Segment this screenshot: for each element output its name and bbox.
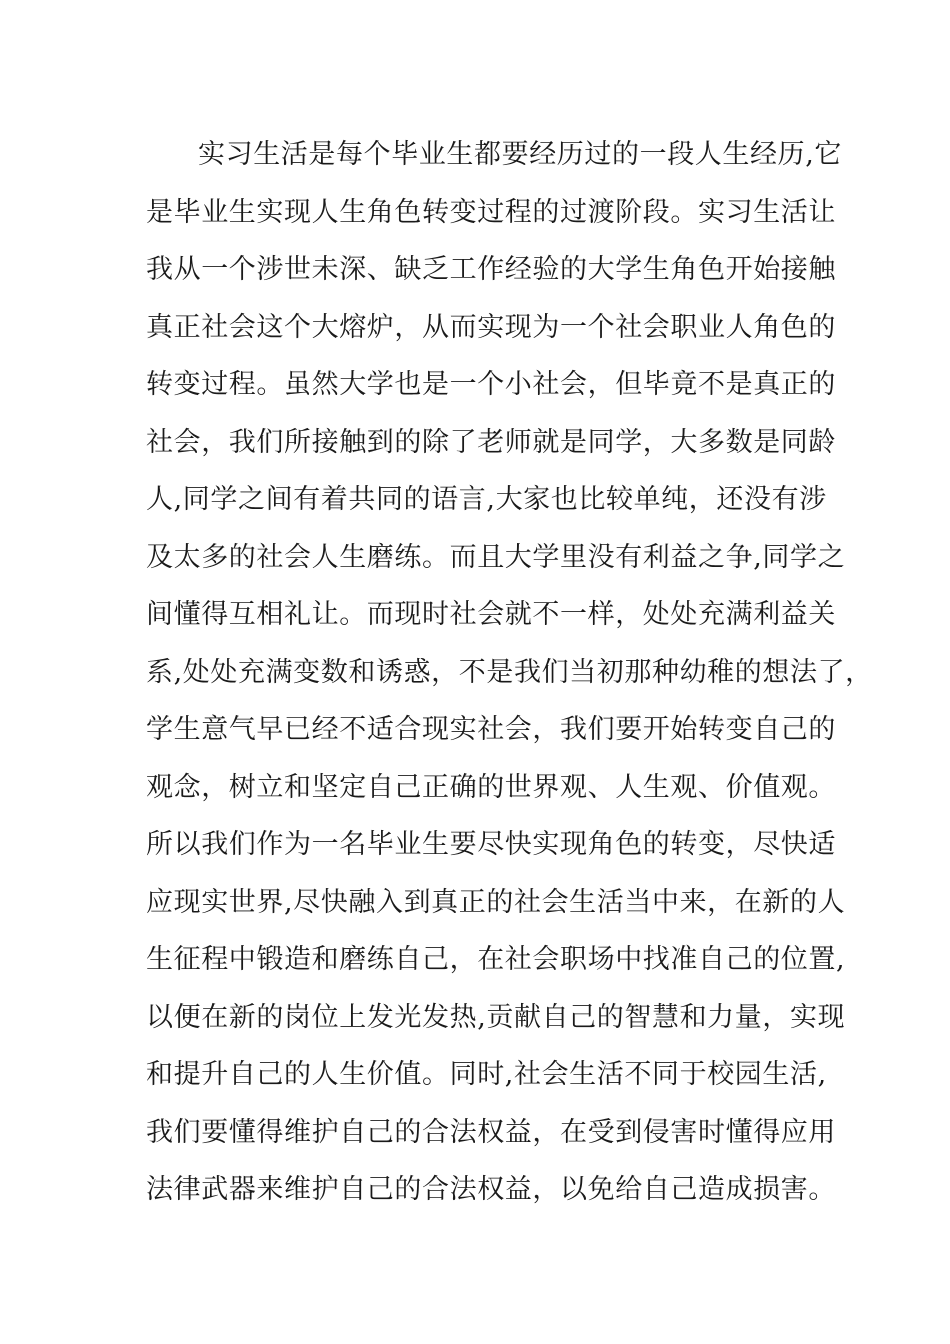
- paragraph-line-4: 真正社会这个大熔炉，从而实现为一个社会职业人角色的: [146, 311, 836, 343]
- paragraph-line-1: 实习生活是每个毕业生都要经历过的一段人生经历,它: [198, 139, 842, 170]
- body-paragraph: [146, 126, 873, 1219]
- paragraph-line-15: 生征程中锻造和磨练自己，在社会职场中找准自己的位置,: [146, 944, 846, 975]
- paragraph-line-14: 应现实世界,尽快融入到真正的社会生活当中来，在新的人: [146, 886, 846, 918]
- paragraph-line-10: 系,处处充满变数和诱惑，不是我们当初那种幼稚的想法了，: [146, 656, 873, 688]
- paragraph-line-9: 间懂得互相礼让。而现时社会就不一样，处处充满利益关: [146, 599, 836, 630]
- paragraph-line-13: 所以我们作为一名毕业生要尽快实现角色的转变，尽快适: [146, 829, 836, 860]
- paragraph-line-6: 社会，我们所接触到的除了老师就是同学，大多数是同龄: [146, 426, 836, 458]
- paragraph-line-17: 和提升自己的人生价值。同时,社会生活不同于校园生活,: [146, 1059, 827, 1090]
- paragraph-line-12: 观念，树立和坚定自己正确的世界观、人生观、价值观。: [146, 771, 836, 803]
- paragraph-line-11: 学生意气早已经不适合现实社会，我们要开始转变自己的: [146, 714, 836, 745]
- paragraph-line-16: 以便在新的岗位上发光发热,贡献自己的智慧和力量，实现: [146, 1001, 846, 1033]
- paragraph-line-18: 我们要懂得维护自己的合法权益，在受到侵害时懂得应用: [146, 1116, 836, 1148]
- paragraph-line-5: 转变过程。虽然大学也是一个小社会，但毕竟不是真正的: [146, 369, 836, 400]
- paragraph-line-3: 我从一个涉世未深、缺乏工作经验的大学生角色开始接触: [146, 254, 836, 285]
- paragraph-line-19: 法律武器来维护自己的合法权益，以免给自己造成损害。: [146, 1174, 836, 1205]
- paragraph-line-8: 及太多的社会人生磨练。而且大学里没有利益之争,同学之: [146, 541, 846, 573]
- paragraph-line-7: 人,同学之间有着共同的语言,大家也比较单纯，还没有涉: [146, 484, 827, 515]
- paragraph-line-2: 是毕业生实现人生角色转变过程的过渡阶段。实习生活让: [146, 196, 836, 228]
